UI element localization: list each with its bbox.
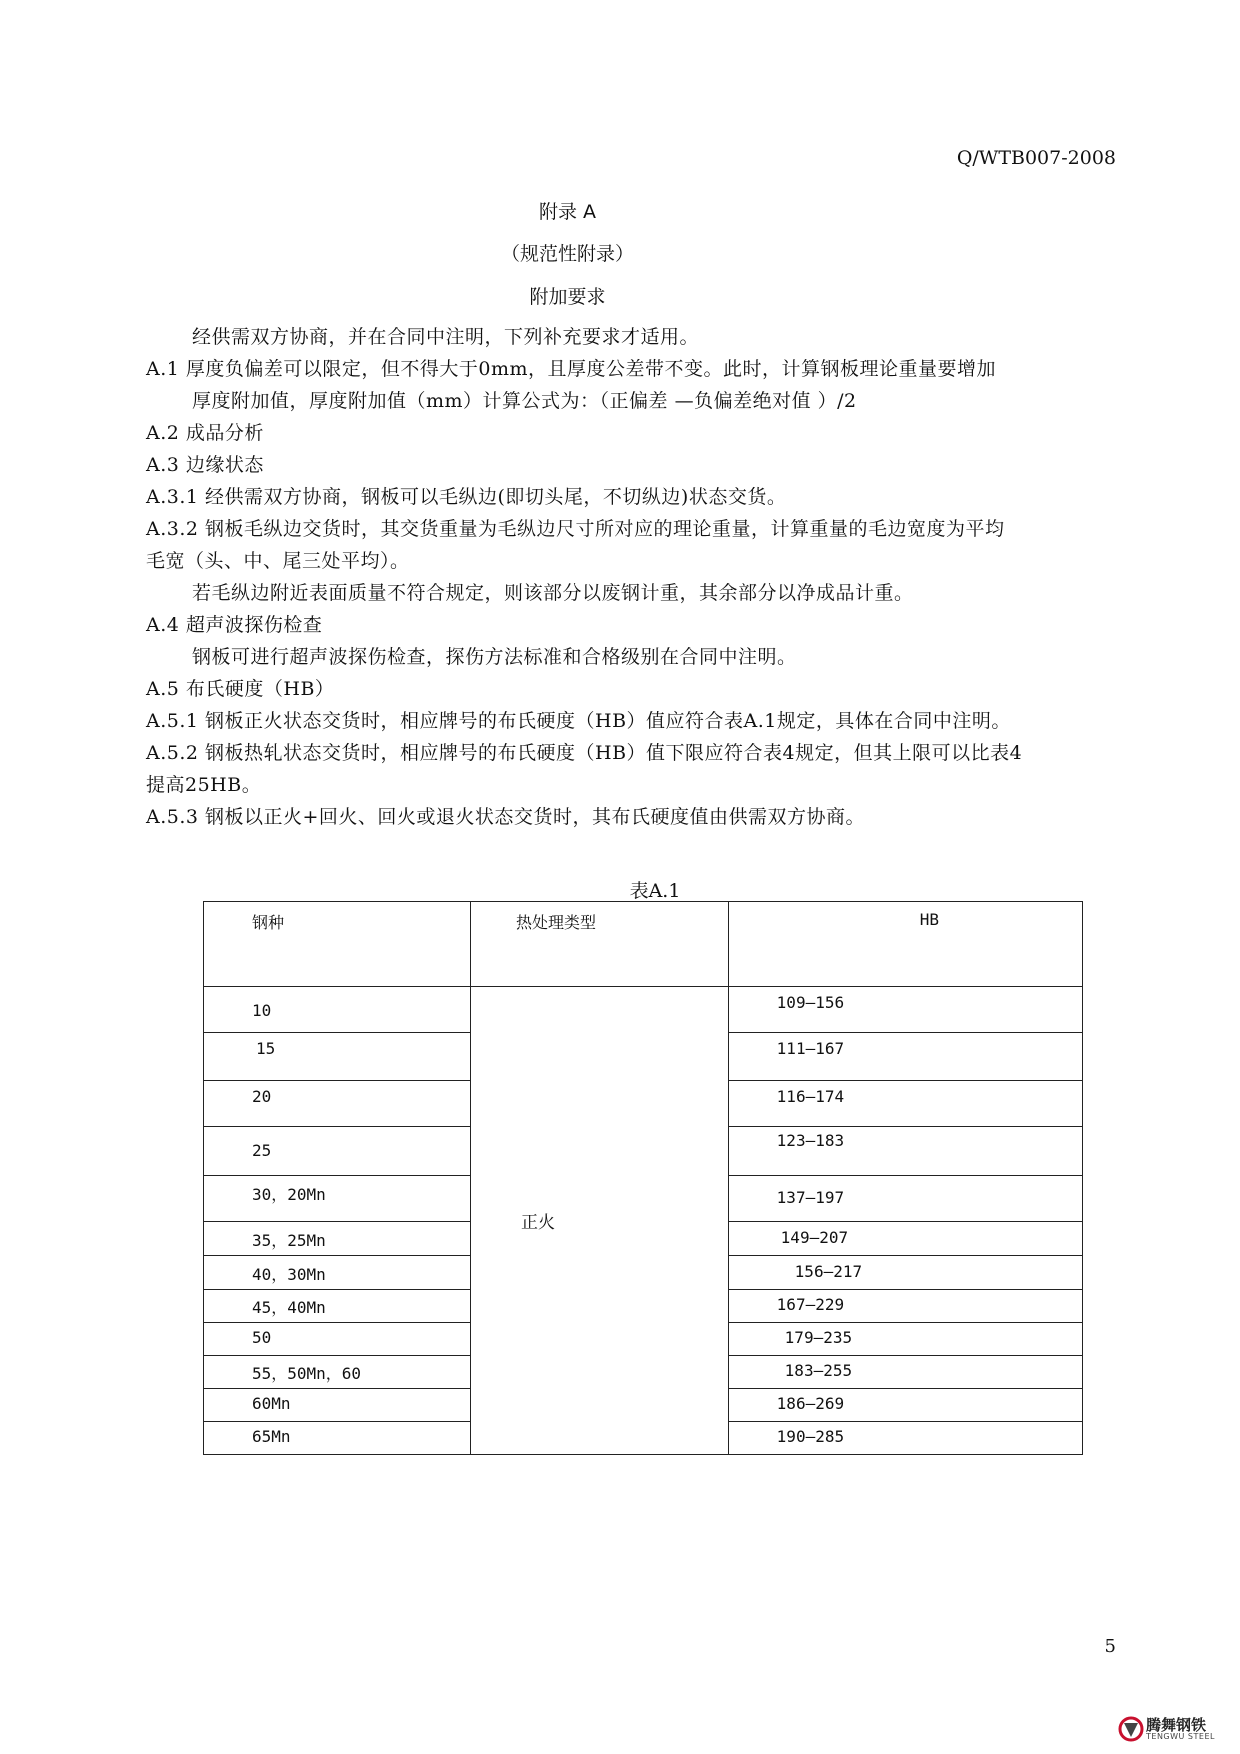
table-row (204, 987, 1083, 1033)
logo-chinese-name: 腾舞钢铁 (1146, 1716, 1207, 1734)
body-line: A.3.2 钢板毛纵边交货时，其交货重量为毛纵边尺寸所对应的理论重量，计算重量的毛边宽度为平均 (146, 518, 1005, 540)
appendix-heading: 附加要求 (529, 286, 606, 308)
hb-cell: 190—285 (728, 1422, 1082, 1455)
grade-cell: 10 (204, 987, 471, 1033)
grade-cell: 20 (204, 1081, 471, 1127)
body-line: A.5.2 钢板热轧状态交货时，相应牌号的布氏硬度（HB）值下限应符合表4规定，但其上限可以比表4 (146, 742, 1023, 764)
body-line: 若毛纵边附近表面质量不符合规定，则该部分以废钢计重，其余部分以净成品计重。 (192, 582, 914, 604)
grade-cell: 60Mn (204, 1389, 471, 1422)
hb-cell: 167—229 (728, 1290, 1082, 1323)
grade-cell: 65Mn (204, 1422, 471, 1455)
body-line: 经供需双方协商，并在合同中注明，下列补充要求才适用。 (192, 326, 700, 348)
body-line: A.3 边缘状态 (146, 454, 264, 476)
table-header-row (204, 902, 1083, 987)
logo-english-name: TENGWU STEEL (1146, 1732, 1215, 1741)
body-line: 毛宽（头、中、尾三处平均）。 (146, 550, 410, 572)
body-line: 提高25HB。 (146, 774, 262, 796)
grade-cell: 25 (204, 1127, 471, 1176)
hb-cell: 149—207 (728, 1222, 1082, 1256)
body-line: 厚度附加值，厚度附加值（mm）计算公式为：（正偏差 —负偏差绝对值 ）/2 (192, 390, 857, 412)
grade-cell: 30，20Mn (204, 1176, 471, 1222)
grade-cell: 15 (204, 1033, 471, 1081)
body-line: A.3.1 经供需双方协商，钢板可以毛纵边(即切头尾，不切纵边)状态交货。 (146, 486, 787, 508)
body-line: A.1 厚度负偏差可以限定，但不得大于0mm，且厚度公差带不变。此时，计算钢板理论重量要增加 (146, 358, 997, 380)
hb-cell: 186—269 (728, 1389, 1082, 1422)
header-hb: HB (728, 902, 1082, 987)
grade-cell: 55，50Mn，60 (204, 1356, 471, 1389)
appendix-nature: （规范性附录） (500, 243, 634, 265)
grade-cell: 35，25Mn (204, 1222, 471, 1256)
hb-cell: 183—255 (728, 1356, 1082, 1389)
body-line: A.5.1 钢板正火状态交货时，相应牌号的布氏硬度（HB）值应符合表A.1规定，具体在合同中注明。 (146, 710, 1011, 732)
body-line: A.2 成品分析 (146, 422, 264, 444)
header-treatment: 热处理类型 (471, 902, 729, 987)
document-code: Q/WTB007-2008 (956, 147, 1116, 169)
hb-cell: 179—235 (728, 1323, 1082, 1356)
hb-cell: 123—183 (728, 1127, 1082, 1176)
table-caption: 表A.1 (629, 880, 681, 902)
hb-cell: 111—167 (728, 1033, 1082, 1081)
hb-cell: 137—197 (728, 1176, 1082, 1222)
grade-cell: 45，40Mn (204, 1290, 471, 1323)
appendix-title: 附录 A (538, 201, 597, 223)
hb-cell: 116—174 (728, 1081, 1082, 1127)
body-line: A.5.3 钢板以正火+回火、回火或退火状态交货时，其布氏硬度值由供需双方协商。 (146, 806, 865, 828)
grade-cell: 40，30Mn (204, 1256, 471, 1290)
body-line: A.5 布氏硬度（HB） (146, 678, 335, 700)
grade-cell: 50 (204, 1323, 471, 1356)
hb-cell: 109—156 (728, 987, 1082, 1033)
hardness-table (203, 901, 1083, 1455)
treatment-cell: 正火 (471, 987, 729, 1455)
header-grade: 钢种 (204, 902, 471, 987)
page-number: 5 (1104, 1636, 1116, 1657)
body-line: A.4 超声波探伤检查 (146, 614, 323, 636)
body-line: 钢板可进行超声波探伤检查，探伤方法标准和合格级别在合同中注明。 (192, 646, 797, 668)
company-logo (1146, 1714, 1215, 1741)
hb-cell: 156—217 (728, 1256, 1082, 1290)
